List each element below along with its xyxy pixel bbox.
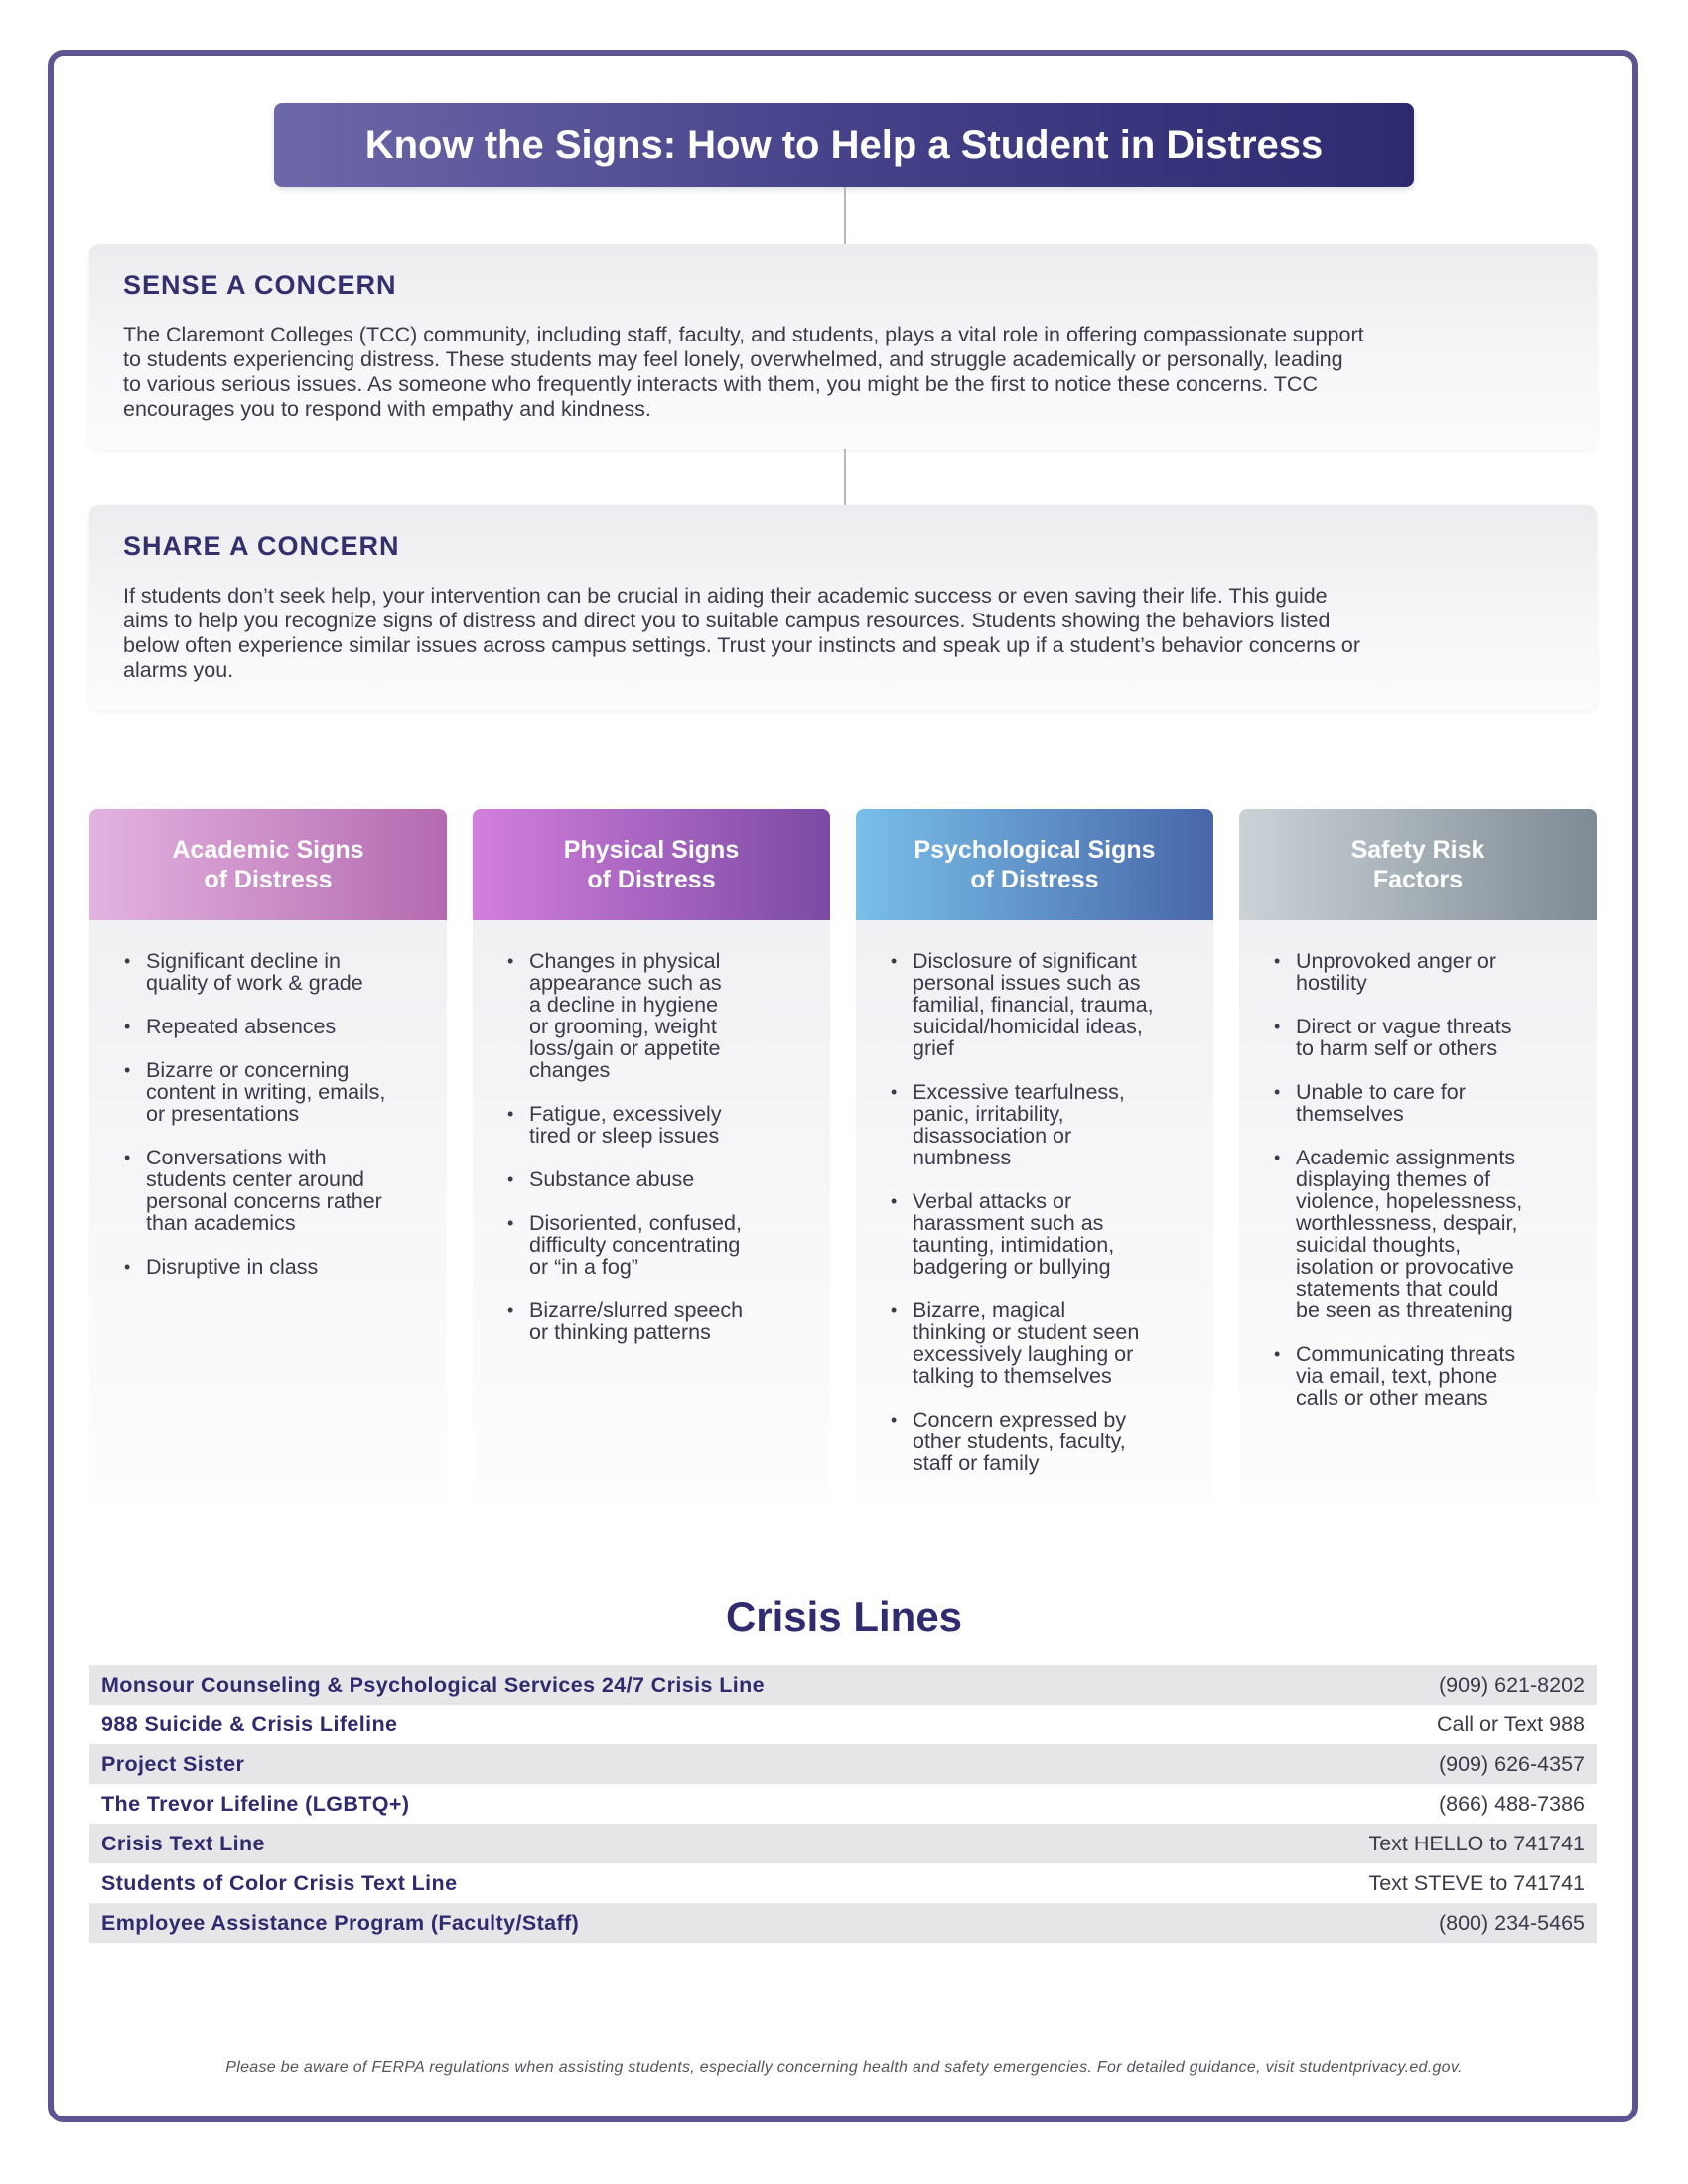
sign-item: • Unprovoked anger or hostility xyxy=(1274,950,1579,994)
crisis-line-name: The Trevor Lifeline (LGBTQ+) xyxy=(101,1791,410,1816)
share-concern-text: If students don’t seek help, your intervention can be crucial in aiding their academic success or even saving their life. This guide aims to help you recognize signs of distress and direct you to suitable campus resources. Students showing the behaviors listed below often experience similar issues across campus settings. Trust your instincts and speak up if a student’s behavior concerns or alarms you. xyxy=(123,584,1361,682)
crisis-line-name: 988 Suicide & Crisis Lifeline xyxy=(101,1711,398,1736)
academic-signs-list xyxy=(89,920,447,1278)
page-title: Know the Signs: How to Help a Student in Distress xyxy=(274,103,1414,187)
share-concern-panel xyxy=(89,505,1597,710)
sign-item: • Fatigue, excessively tired or sleep issues xyxy=(507,1103,812,1147)
crisis-line-contact: (800) 234-5465 xyxy=(1438,1910,1585,1935)
crisis-line-row xyxy=(89,1824,1597,1863)
sign-item: • Communicating threats via email, text, phone calls or other means xyxy=(1274,1343,1579,1409)
crisis-lines-title: Crisis Lines xyxy=(725,1593,963,1640)
academic-signs-column xyxy=(89,809,447,1504)
crisis-lines-table xyxy=(89,1665,1597,1943)
psychological-signs-header: Psychological Signs of Distress xyxy=(856,809,1213,920)
safety-risk-list xyxy=(1239,920,1597,1409)
connector-line xyxy=(844,449,846,505)
sign-item: • Substance abuse xyxy=(507,1168,812,1190)
sense-concern-text: The Claremont Colleges (TCC) community, including staff, faculty, and students, plays a vital role in offering compassionate support to students experiencing distress. These students may feel lonely, overwhelmed, and struggle academically or personally, leading to various serious issues. As someone who frequently interacts with them, you might be the first to notice these concerns. TCC encourages you to respond with empathy and kindness. xyxy=(123,323,1364,421)
crisis-line-name: Students of Color Crisis Text Line xyxy=(101,1870,458,1895)
sign-item: • Bizarre or concerning content in writing, emails, or presentations xyxy=(124,1059,429,1125)
psychological-signs-column xyxy=(856,809,1213,1504)
connector-line xyxy=(844,187,846,244)
psychological-signs-list xyxy=(856,920,1213,1474)
crisis-line-row xyxy=(89,1705,1597,1744)
sign-item: • Disclosure of significant personal issues such as familial, financial, trauma, suicidal/homicidal ideas, grief xyxy=(891,950,1196,1059)
physical-signs-column xyxy=(473,809,830,1504)
sign-item: • Verbal attacks or harassment such as taunting, intimidation, badgering or bullying xyxy=(891,1190,1196,1278)
physical-signs-list xyxy=(473,920,830,1343)
ferpa-footer-note: Please be aware of FERPA regulations when assisting students, especially concerning health and safety emergencies. For detailed guidance, visit studentprivacy.ed.gov. xyxy=(225,2059,1463,2076)
crisis-line-row xyxy=(89,1903,1597,1943)
sign-item: • Concern expressed by other students, faculty, staff or family xyxy=(891,1409,1196,1474)
crisis-line-contact: Call or Text 988 xyxy=(1437,1711,1585,1736)
sign-item: • Excessive tearfulness, panic, irritability, disassociation or numbness xyxy=(891,1081,1196,1168)
crisis-line-contact: Text HELLO to 741741 xyxy=(1368,1831,1585,1855)
crisis-line-contact: (909) 626-4357 xyxy=(1438,1751,1585,1776)
sign-item: • Academic assignments displaying themes of violence, hopelessness, worthlessness, despair, suicidal thoughts, isolation or provocative statements that could be seen as threatening xyxy=(1274,1147,1579,1321)
safety-risk-header: Safety Risk Factors xyxy=(1239,809,1597,920)
safety-risk-column xyxy=(1239,809,1597,1504)
sign-item: • Direct or vague threats to harm self or others xyxy=(1274,1016,1579,1059)
sign-item: • Bizarre, magical thinking or student seen excessively laughing or talking to themselves xyxy=(891,1299,1196,1387)
sign-item: • Repeated absences xyxy=(124,1016,429,1037)
crisis-line-row xyxy=(89,1665,1597,1705)
crisis-line-name: Employee Assistance Program (Faculty/Staff) xyxy=(101,1910,580,1935)
crisis-line-contact: Text STEVE to 741741 xyxy=(1368,1870,1585,1895)
academic-signs-header: Academic Signs of Distress xyxy=(89,809,447,920)
sign-item: • Disruptive in class xyxy=(124,1256,429,1278)
sign-item: • Disoriented, confused, difficulty concentrating or “in a fog” xyxy=(507,1212,812,1278)
crisis-line-row xyxy=(89,1784,1597,1824)
sense-concern-panel xyxy=(89,244,1597,449)
share-concern-heading: SHARE A CONCERN xyxy=(123,531,400,561)
sign-item: • Conversations with students center around personal concerns rather than academics xyxy=(124,1147,429,1234)
sign-item: • Unable to care for themselves xyxy=(1274,1081,1579,1125)
crisis-line-name: Project Sister xyxy=(101,1751,245,1776)
crisis-line-name: Monsour Counseling & Psychological Services 24/7 Crisis Line xyxy=(101,1672,766,1697)
sign-item: • Significant decline in quality of work & grade xyxy=(124,950,429,994)
physical-signs-header: Physical Signs of Distress xyxy=(473,809,830,920)
crisis-line-row xyxy=(89,1744,1597,1784)
crisis-line-contact: (909) 621-8202 xyxy=(1438,1672,1585,1697)
crisis-line-contact: (866) 488-7386 xyxy=(1438,1791,1585,1816)
crisis-line-name: Crisis Text Line xyxy=(101,1831,265,1855)
sign-item: • Changes in physical appearance such as a decline in hygiene or grooming, weight loss/gain or appetite changes xyxy=(507,950,812,1081)
crisis-line-row xyxy=(89,1863,1597,1903)
sense-concern-heading: SENSE A CONCERN xyxy=(123,270,397,300)
sign-item: • Bizarre/slurred speech or thinking patterns xyxy=(507,1299,812,1343)
